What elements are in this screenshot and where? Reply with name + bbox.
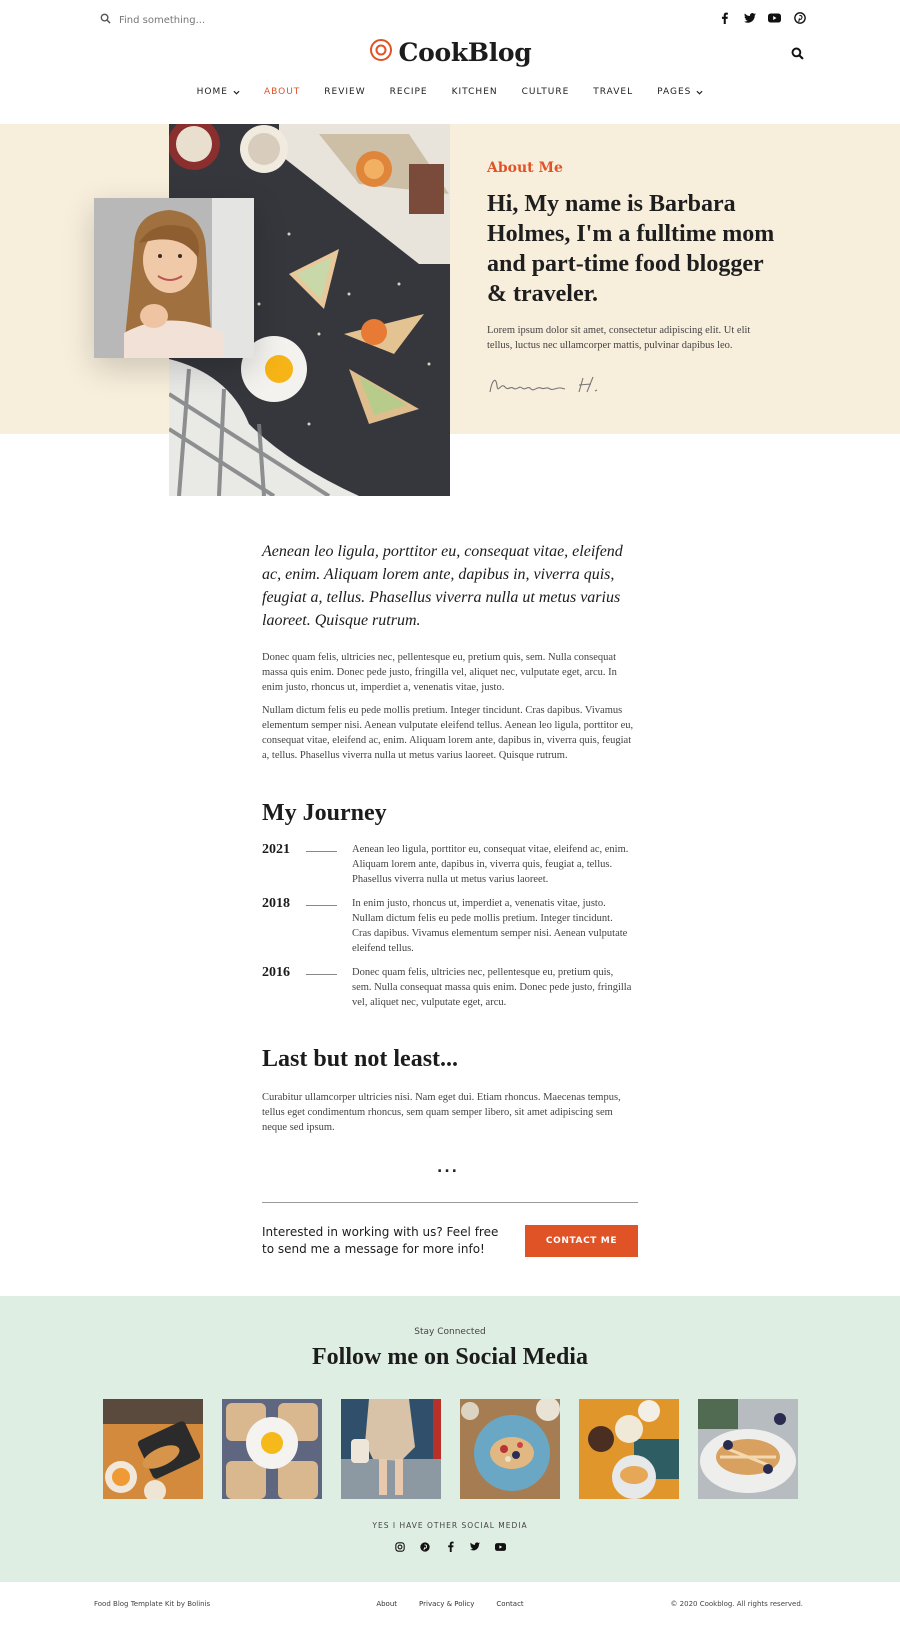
logo-text: CookBlog — [398, 38, 532, 67]
about-label: About Me — [487, 160, 563, 176]
body-paragraph: Nullam dictum felis eu pede mollis pretium. Integer tincidunt. Cras dapibus. Vivamus elementum semper nisi. Aenean vulputate eleifend tellus. Aenean leo ligula, porttitor eu, consequat vitae, eleifend ac, enim. Aliquam lorem ante, dapibus in, viverra quis, feugiat a, tellus. Phasellus viverra nulla ut metus varius laoreet. Quisque rutrum. — [262, 705, 634, 761]
intro-quote: Aenean leo ligula, porttitor eu, consequat vitae, eleifend ac, enim. Aliquam lorem ante, dapibus in, viverra quis, feugiat a, tellus. Phasellus viverra nulla ut metus varius laoreet. Quisque rutrum. — [262, 543, 623, 629]
body-paragraph: Donec quam felis, ultricies nec, pellentesque eu, pretium quis, sem. Nulla consequat massa quis enim. Donec pede justo, fringilla vel, aliquet nec, vulputate eget, arcu. In enim justo, rhoncus ut, imperdiet a, venenatis vitae, justo. — [262, 652, 617, 693]
last-title: Last but not least... — [262, 1046, 459, 1072]
journey-year: 2021 — [262, 842, 290, 857]
journey-year: 2018 — [262, 896, 290, 911]
facebook-icon[interactable] — [718, 11, 731, 24]
instagram-thumb[interactable] — [341, 1399, 441, 1499]
chevron-down-icon — [696, 90, 703, 95]
nav-item-label: PAGES — [657, 87, 692, 97]
search-icon[interactable] — [100, 11, 111, 29]
cta-text: Interested in working with us? Feel free to send me a message for more info! — [262, 1225, 499, 1256]
chevron-down-icon — [233, 90, 240, 95]
social-links — [0, 1540, 900, 1553]
youtube-icon[interactable] — [768, 11, 781, 24]
instagram-thumb[interactable] — [698, 1399, 798, 1499]
separator-dots: ... — [437, 1160, 459, 1176]
header-search — [100, 11, 299, 29]
nav-item-review[interactable] — [324, 87, 365, 97]
instagram-icon[interactable] — [394, 1540, 407, 1553]
hero-text: Lorem ipsum dolor sit amet, consectetur adipiscing elit. Ut elit tellus, luctus nec ullamcorper mattis, pulvinar dapibus leo. — [487, 325, 751, 351]
nav-item-label: CULTURE — [521, 87, 570, 97]
nav-item-kitchen[interactable] — [452, 87, 498, 97]
nav-item-label: KITCHEN — [451, 87, 498, 97]
nav-item-label: TRAVEL — [593, 87, 634, 97]
stay-connected-label: Stay Connected — [414, 1327, 486, 1337]
main-nav — [0, 87, 900, 97]
nav-item-label: RECIPE — [389, 87, 428, 97]
twitter-icon[interactable] — [469, 1540, 482, 1553]
hero-title: Hi, My name is Barbara Holmes, I'm a fulltime mom and part-time food blogger & traveler. — [487, 191, 775, 307]
other-social-label: YES I HAVE OTHER SOCIAL MEDIA — [372, 1521, 528, 1530]
author-portrait — [94, 198, 254, 358]
signature — [487, 372, 617, 403]
instagram-thumb[interactable] — [103, 1399, 203, 1499]
journey-text: Donec quam felis, ultricies nec, pellentesque eu, pretium quis, sem. Nulla consequat massa quis enim. Donec pede justo, fringilla vel, aliquet nec, vulputate eget, arcu. — [352, 967, 632, 1008]
nav-item-home[interactable] — [197, 87, 240, 97]
youtube-icon[interactable] — [494, 1540, 507, 1553]
nav-item-culture[interactable] — [522, 87, 570, 97]
instagram-thumb[interactable] — [222, 1399, 322, 1499]
journey-divider — [306, 851, 337, 852]
contact-me-button[interactable]: CONTACT ME — [525, 1225, 638, 1257]
footer-link-privacy[interactable]: Privacy & Policy — [419, 1600, 475, 1608]
journey-divider — [306, 905, 337, 906]
nav-item-travel[interactable] — [593, 87, 633, 97]
divider — [262, 1202, 638, 1203]
nav-item-about[interactable] — [264, 87, 300, 97]
nav-item-label: REVIEW — [324, 87, 366, 97]
footer-copyright: © 2020 Cookblog. All rights reserved. — [670, 1600, 803, 1608]
logo-icon — [369, 38, 393, 67]
pinterest-icon[interactable] — [419, 1540, 432, 1553]
journey-text: In enim justo, rhoncus ut, imperdiet a, venenatis vitae, justo. Nullam dictum felis eu pede mollis pretium. Integer tincidunt. Cras dapibus. Vivamus elementum semper nisi. Aenean vulputate eleifend tellus. — [352, 898, 628, 954]
footer-link-contact[interactable]: Contact — [496, 1600, 524, 1608]
nav-item-pages[interactable] — [657, 87, 703, 97]
journey-title: My Journey — [262, 800, 387, 826]
instagram-thumb[interactable] — [579, 1399, 679, 1499]
journey-text: Aenean leo ligula, porttitor eu, consequat vitae, eleifend ac, enim. Aliquam lorem ante, dapibus in, viverra quis, feugiat a, tellus. Phasellus viverra nulla ut metus varius laoreet. — [352, 844, 629, 885]
nav-item-label: HOME — [196, 87, 228, 97]
nav-item-recipe[interactable] — [390, 87, 428, 97]
search-input[interactable] — [119, 15, 299, 26]
journey-divider — [306, 974, 337, 975]
search-icon[interactable] — [791, 47, 804, 65]
footer-credit: Food Blog Template Kit by Bolinis — [94, 1600, 211, 1608]
nav-item-label: ABOUT — [263, 87, 301, 97]
instagram-thumb[interactable] — [460, 1399, 560, 1499]
pinterest-icon[interactable] — [793, 11, 806, 24]
body-paragraph: Curabitur ullamcorper ultricies nisi. Nam eget dui. Etiam rhoncus. Maecenas tempus, tellus eget condimentum rhoncus, sem quam semper libero, sit amet adipiscing sem neque sed ipsum. — [262, 1092, 621, 1133]
header-social-links — [718, 11, 806, 24]
footer-link-about[interactable]: About — [376, 1600, 398, 1608]
journey-year: 2016 — [262, 965, 290, 980]
follow-title: Follow me on Social Media — [312, 1344, 588, 1370]
site-logo[interactable] — [0, 38, 900, 67]
twitter-icon[interactable] — [743, 11, 756, 24]
facebook-icon[interactable] — [444, 1540, 457, 1553]
